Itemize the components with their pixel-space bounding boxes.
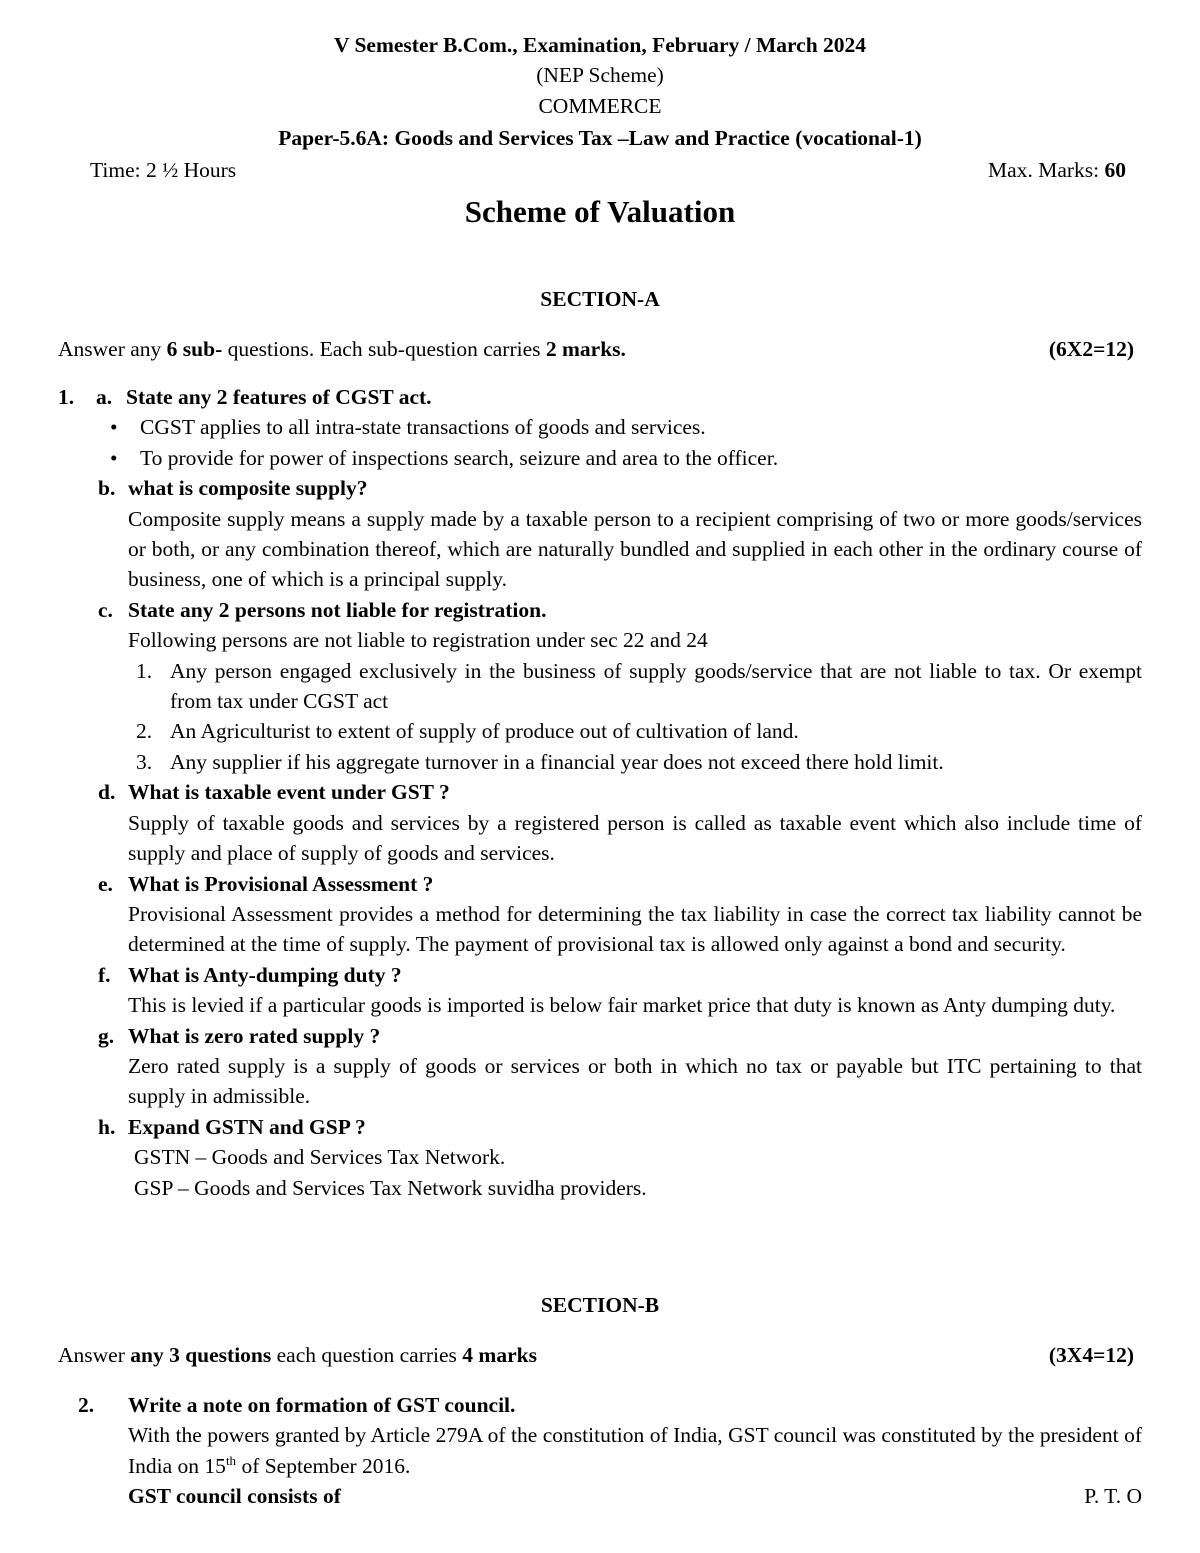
- exam-title: V Semester B.Com., Examination, February / March 2024: [333, 33, 867, 57]
- paper-title: Paper-5.6A: Goods and Services Tax –Law and Practice (vocational-1): [278, 126, 922, 151]
- question-text: State any 2 persons not liable for registration.: [128, 597, 547, 622]
- answer-text: Zero rated supply is a supply of goods or services or both in which no tax or payable but ITC pertaining to that supply in admissible.: [128, 1053, 1142, 1109]
- answer-text: GSP – Goods and Services Tax Network suvidha providers.: [134, 1175, 647, 1200]
- answer-text: GSTN – Goods and Services Tax Network.: [134, 1145, 506, 1170]
- answer-text: Provisional Assessment provides a method for determining the tax liability in case the correct tax liability cannot be determined at the time of supply. The payment of provisional tax is allowed only against a bond and security.: [128, 901, 1142, 957]
- section-b-instruction-text: Answer any 3 questions each question carries 4 marks: [58, 1343, 537, 1367]
- max-marks: Max. Marks: 60: [988, 158, 1126, 182]
- page-turn-note: P. T. O: [1084, 1484, 1142, 1509]
- sub-question-h: h. Expand GSTN and GSP ?: [98, 1112, 1142, 1142]
- question-number: 1.: [58, 385, 75, 409]
- section-b-instructions: [58, 1340, 1134, 1370]
- question-text: What is zero rated supply ?: [128, 1023, 381, 1048]
- list-item: 1. Any person engaged exclusively in the business of supply goods/service that are not liable to tax. Or exempt from tax under CGST act: [136, 658, 1142, 714]
- section-b-marks: (3X4=12): [1048, 1343, 1134, 1367]
- scheme-title: Scheme of Valuation: [464, 194, 736, 229]
- question-text: What is Anty-dumping duty ?: [128, 962, 402, 987]
- section-a-marks: (6X2=12): [1048, 337, 1134, 361]
- sub-question-b: b. what is composite supply?: [98, 473, 1142, 503]
- sub-question-c: c. State any 2 persons not liable for registration.: [98, 595, 1142, 625]
- section-a-instructions: [58, 334, 1134, 364]
- question-number: 2.: [78, 1393, 95, 1417]
- answer-text: Following persons are not liable to registration under sec 22 and 24: [128, 628, 708, 653]
- question-text: What is taxable event under GST ?: [128, 780, 450, 805]
- question-text: What is Provisional Assessment ?: [128, 871, 434, 896]
- sub-question-e: e. What is Provisional Assessment ?: [98, 869, 1142, 899]
- exam-header: [0, 30, 1200, 154]
- answer-subheading: GST council consists of: [128, 1484, 341, 1509]
- sub-question-d: d. What is taxable event under GST ?: [98, 777, 1142, 807]
- question-text: Write a note on formation of GST council.: [128, 1393, 516, 1417]
- bullet-list: [58, 412, 1142, 473]
- question-2: [58, 1390, 1142, 1512]
- question-text: State any 2 features of CGST act.: [126, 385, 432, 409]
- answer-text: This is levied if a particular goods is imported is below fair market price that duty is known as Anty dumping duty.: [128, 993, 1116, 1018]
- scheme-note: (NEP Scheme): [536, 63, 664, 88]
- answer-text: With the powers granted by Article 279A of the constitution of India, GST council was constituted by the president of India on 15th of September 2016.: [128, 1423, 1142, 1478]
- question-1: [58, 382, 1142, 1203]
- list-item: • CGST applies to all intra-state transactions of goods and services.: [110, 412, 1142, 442]
- list-item: 3. Any supplier if his aggregate turnover in a financial year does not exceed there hold limit.: [136, 749, 944, 774]
- list-item: • To provide for power of inspections search, seizure and area to the officer.: [110, 443, 1142, 473]
- list-item: 2. An Agriculturist to extent of supply of produce out of cultivation of land.: [136, 719, 799, 744]
- subject: COMMERCE: [538, 93, 662, 118]
- question-1-a-head: 1. a. State any 2 features of CGST act.: [58, 382, 1142, 412]
- question-text: Expand GSTN and GSP ?: [128, 1114, 366, 1139]
- sub-question-f: f. What is Anty-dumping duty ?: [98, 960, 1142, 990]
- time-allowed: Time: 2 ½ Hours: [90, 158, 237, 182]
- section-b-title: SECTION-B: [540, 1293, 660, 1317]
- numbered-list: [58, 656, 1142, 778]
- time-marks-row: [90, 155, 1126, 185]
- section-a-title: SECTION-A: [540, 287, 660, 311]
- section-a-instruction-text: Answer any 6 sub- questions. Each sub-question carries 2 marks.: [58, 337, 626, 361]
- answer-text: Supply of taxable goods and services by a registered person is called as taxable event which also include time of supply and place of supply of goods and services.: [128, 810, 1142, 866]
- sub-question-g: g. What is zero rated supply ?: [98, 1021, 1142, 1051]
- question-text: what is composite supply?: [128, 476, 368, 501]
- answer-text: Composite supply means a supply made by a taxable person to a recipient comprising of two or more goods/services or both, or any combination thereof, which are naturally bundled and supplied in each other in the ordinary course of business, one of which is a principal supply.: [128, 506, 1142, 592]
